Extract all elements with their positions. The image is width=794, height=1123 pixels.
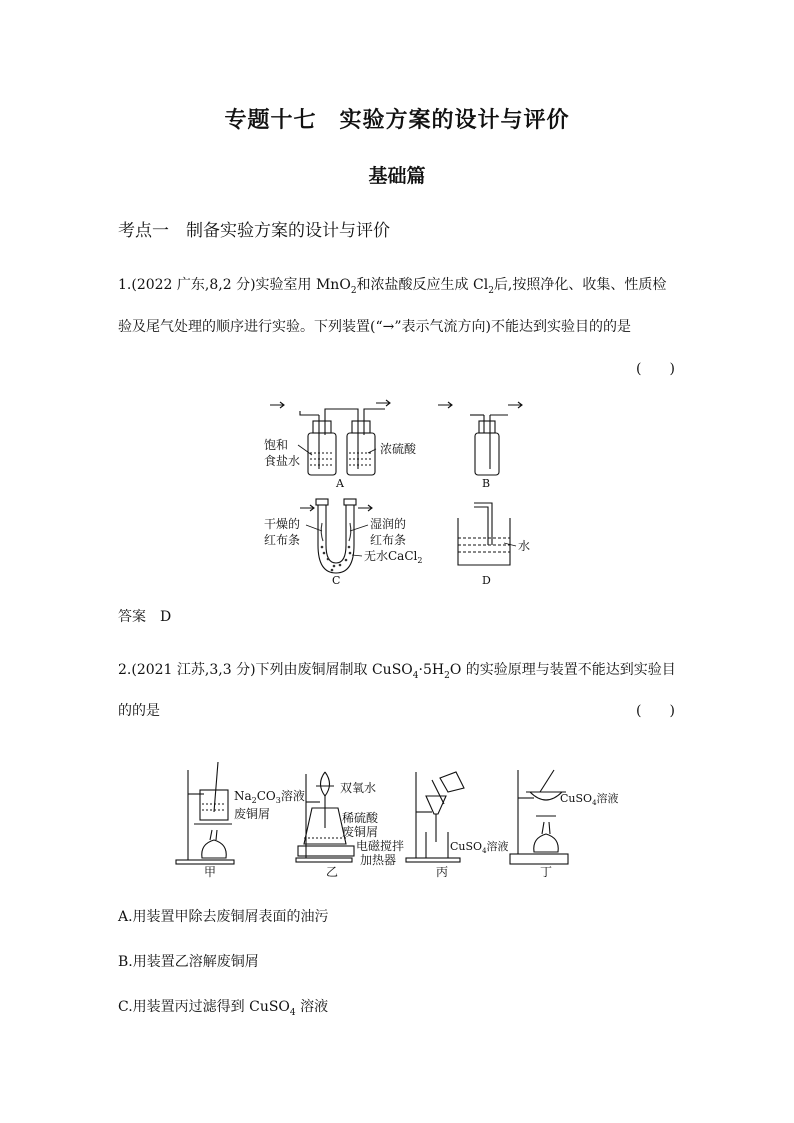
option-a: A.用装置甲除去废铜屑表面的油污 <box>118 909 329 925</box>
label-cuso4-ding: CuSO$_4$溶液 <box>560 792 619 807</box>
q1-answer-paren: ( ) <box>636 361 675 377</box>
q2-line1: 2.(2021 江苏,3,3 分)下列由废铜屑制取 $CuSO_4\cdot 5H_2O$ 的实验原理与装置不能达到实验目 <box>118 662 676 681</box>
page-subtitle: 基础篇 <box>368 165 426 187</box>
label-copper-scrap-yi: 废铜屑 <box>342 825 379 839</box>
label-ding: 丁 <box>540 865 553 879</box>
q1-line2: 验及尾气处理的顺序进行实验。下列装置(“→”表示气流方向)不能达到实验目的的是 <box>118 319 631 335</box>
label-water: 水 <box>518 539 531 553</box>
label-heater: 加热器 <box>360 853 397 867</box>
q2-answer-paren: ( ) <box>636 703 675 719</box>
q1-apparatus-figure <box>260 395 540 595</box>
label-jia: 甲 <box>204 865 217 879</box>
label-dry-cloth-2: 红布条 <box>264 533 301 547</box>
q2-apparatus-figure <box>170 758 630 883</box>
option-b: B.用装置乙溶解废铜屑 <box>118 954 259 970</box>
apparatus-b <box>438 402 522 475</box>
label-cuso4-bing: CuSO$_4$溶液 <box>450 840 509 855</box>
q2-line2: 的的是 <box>118 703 160 719</box>
option-c: C.用装置丙过滤得到 CuSO$_4$ 溶液 <box>118 999 329 1018</box>
label-wet-cloth-1: 湿润的 <box>370 517 407 531</box>
q1-answer: 答案 D <box>118 609 172 625</box>
label-na2co3: $Na_2CO_3$溶液 <box>234 789 305 805</box>
apparatus-jia <box>176 762 234 864</box>
apparatus-c <box>300 499 372 573</box>
label-copper-scrap-jia: 废铜屑 <box>234 807 271 821</box>
apparatus-d <box>458 503 510 565</box>
label-dilute-h2so4: 稀硫酸 <box>342 811 379 825</box>
label-wet-cloth-2: 红布条 <box>370 533 407 547</box>
label-b: B <box>482 477 491 490</box>
label-saturated: 饱和 <box>264 438 289 452</box>
label-a: A <box>336 477 344 490</box>
apparatus-ding <box>510 770 568 864</box>
section-heading: 考点一 制备实验方案的设计与评价 <box>118 221 390 241</box>
page-title: 专题十七 实验方案的设计与评价 <box>224 108 570 133</box>
label-cacl2: 无水CaCl$_2$ <box>364 549 423 565</box>
label-bing: 丙 <box>436 865 449 879</box>
label-dry-cloth-1: 干燥的 <box>264 517 301 531</box>
label-h2o2: 双氧水 <box>340 781 377 795</box>
label-c: C <box>332 574 341 587</box>
label-d: D <box>482 574 491 587</box>
desiccant-dots <box>321 546 352 572</box>
label-magnetic-stirrer: 电磁搅拌 <box>356 839 405 853</box>
label-brine: 食盐水 <box>264 454 301 468</box>
label-conc-h2so4: 浓硫酸 <box>380 442 417 456</box>
q1-line1: 1.(2022 广东,8,2 分)实验室用 MnO$_2$和浓盐酸反应生成 $Cl_2$后,按照净化、收集、性质检 <box>118 277 667 296</box>
label-yi: 乙 <box>326 865 339 879</box>
